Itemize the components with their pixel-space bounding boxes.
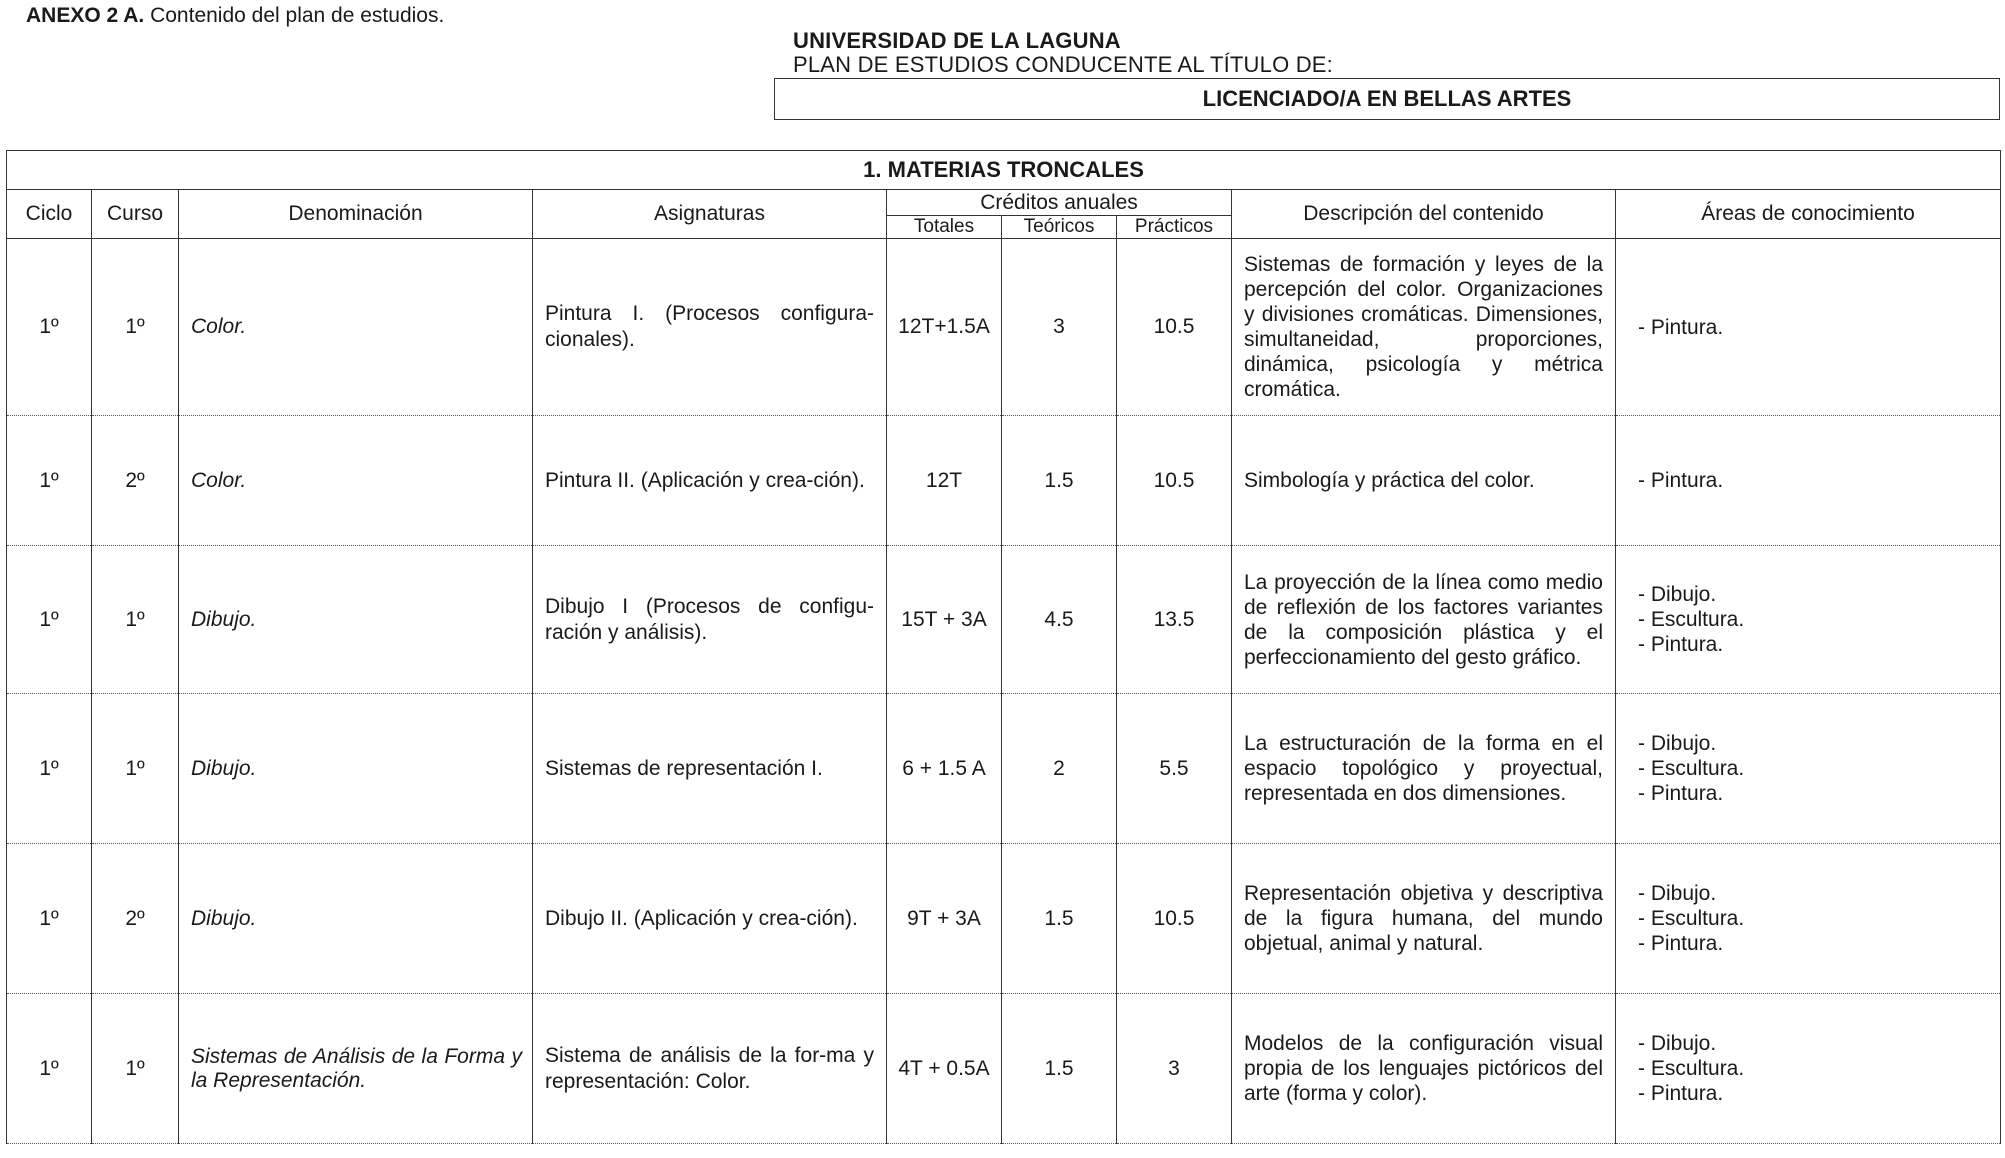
cell-ciclo: 1º [7,416,92,546]
cell-curso: 1º [92,694,179,844]
cell-areas [1616,844,2001,994]
area-item: - Pintura. [1638,633,1724,656]
degree-title: LICENCIADO/A EN BELLAS ARTES [774,78,2000,120]
plan-line: PLAN DE ESTUDIOS CONDUCENTE AL TÍTULO DE: [793,52,1333,77]
cell-descripcion: Representación objetiva y descriptiva de la figura humana, del mundo objetual, animal y natural. [1232,844,1616,994]
cell-totales: 12T+1.5A [887,239,1002,416]
area-item: - Escultura. [1638,757,1745,780]
cell-curso: 1º [92,546,179,694]
cell-denominacion: Color. [179,239,533,416]
cell-descripcion: La proyección de la línea como medio de reflexión de los factores variantes de la composición plástica y el perfeccionamiento del gesto gráfico. [1232,546,1616,694]
cell-denominacion: Sistemas de Análisis de la Forma y la Representación. [179,994,533,1144]
cell-teoricos: 4.5 [1002,546,1117,694]
cell-practicos: 5.5 [1117,694,1232,844]
col-header-teoricos: Teóricos [1002,216,1117,239]
cell-areas [1616,239,2001,416]
cell-descripcion: Sistemas de formación y leyes de la percepción del color. Organizaciones y divisiones cromáticas. Dimensiones, simultaneidad, proporciones, dinámica, psicología y métrica cromática. [1232,239,1616,416]
cell-denominacion: Dibujo. [179,844,533,994]
cell-areas [1616,546,2001,694]
cell-totales: 12T [887,416,1002,546]
col-header-curso: Curso [92,190,179,239]
cell-totales: 15T + 3A [887,546,1002,694]
cell-ciclo: 1º [7,239,92,416]
table-row [7,694,2001,844]
table-row [7,994,2001,1144]
cell-teoricos: 1.5 [1002,844,1117,994]
cell-denominacion: Color. [179,416,533,546]
area-item: - Dibujo. [1638,1032,1717,1055]
area-item: - Escultura. [1638,1057,1745,1080]
cell-ciclo: 1º [7,546,92,694]
area-item: - Pintura. [1638,932,1724,955]
area-item: - Pintura. [1638,315,1724,339]
col-header-practicos: Prácticos [1117,216,1232,239]
cell-asignatura: Sistemas de representación I. [533,694,887,844]
table-row [7,844,2001,994]
cell-curso: 2º [92,844,179,994]
cell-ciclo: 1º [7,844,92,994]
cell-descripcion: Simbología y práctica del color. [1232,416,1616,546]
cell-areas [1616,416,2001,546]
col-header-totales: Totales [887,216,1002,239]
cell-teoricos: 2 [1002,694,1117,844]
cell-totales: 9T + 3A [887,844,1002,994]
cell-practicos: 10.5 [1117,416,1232,546]
cell-curso: 1º [92,994,179,1144]
cell-teoricos: 1.5 [1002,416,1117,546]
cell-asignatura: Sistema de análisis de la for-ma y representación: Color. [533,994,887,1144]
col-header-ciclo: Ciclo [7,190,92,239]
area-item: - Dibujo. [1638,732,1717,755]
cell-asignatura: Pintura I. (Procesos configura-cionales). [533,239,887,416]
cell-asignatura: Dibujo I (Procesos de configu-ración y análisis). [533,546,887,694]
col-header-asignaturas: Asignaturas [533,190,887,239]
cell-totales: 6 + 1.5 A [887,694,1002,844]
annex-heading [26,4,444,28]
cell-practicos: 10.5 [1117,239,1232,416]
cell-practicos: 3 [1117,994,1232,1144]
cell-asignatura: Dibujo II. (Aplicación y crea-ción). [533,844,887,994]
cell-curso: 1º [92,239,179,416]
col-header-creditos: Créditos anuales [887,190,1232,216]
subjects-table [6,150,2001,1144]
cell-descripcion: La estructuración de la forma en el espacio topológico y proyectual, representada en dos dimensiones. [1232,694,1616,844]
cell-ciclo: 1º [7,994,92,1144]
cell-ciclo: 1º [7,694,92,844]
cell-teoricos: 3 [1002,239,1117,416]
annex-text: Contenido del plan de estudios. [144,4,445,27]
area-item: - Pintura. [1638,1082,1724,1105]
cell-denominacion: Dibujo. [179,694,533,844]
area-item: - Escultura. [1638,907,1745,930]
col-header-denominacion: Denominación [179,190,533,239]
cell-curso: 2º [92,416,179,546]
table-row [7,416,2001,546]
cell-teoricos: 1.5 [1002,994,1117,1144]
cell-asignatura: Pintura II. (Aplicación y crea-ción). [533,416,887,546]
area-item: - Dibujo. [1638,882,1717,905]
cell-areas [1616,694,2001,844]
cell-totales: 4T + 0.5A [887,994,1002,1144]
cell-practicos: 13.5 [1117,546,1232,694]
section-title: 1. MATERIAS TRONCALES [7,151,2001,190]
university-name: UNIVERSIDAD DE LA LAGUNA [793,28,1121,53]
cell-practicos: 10.5 [1117,844,1232,994]
annex-label: ANEXO 2 A. [26,4,145,27]
table-row [7,239,2001,416]
area-item: - Dibujo. [1638,583,1717,606]
area-item: - Escultura. [1638,608,1745,631]
area-item: - Pintura. [1638,782,1724,805]
cell-areas [1616,994,2001,1144]
col-header-descripcion: Descripción del contenido [1232,190,1616,239]
col-header-areas: Áreas de conocimiento [1616,190,2001,239]
area-item: - Pintura. [1638,469,1724,492]
cell-denominacion: Dibujo. [179,546,533,694]
cell-descripcion: Modelos de la configuración visual propia de los lenguajes pictóricos del arte (forma y color). [1232,994,1616,1144]
table-row [7,546,2001,694]
